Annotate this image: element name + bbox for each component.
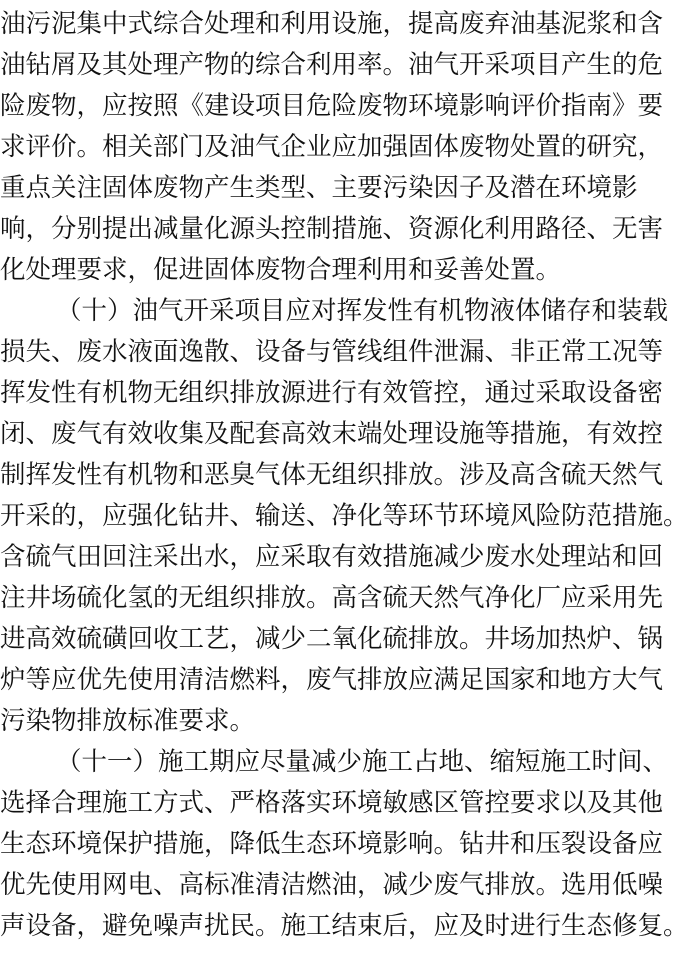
text-line: 污染物排放标准要求。 — [0, 706, 256, 736]
text-line: 注井场硫化氢的无组织排放。高含硫天然气净化厂应采用先 — [0, 583, 664, 613]
text-line: 油钻屑及其处理产物的综合利用率。油气开采项目产生的危 — [0, 50, 664, 80]
paragraph-10-start: （十）油气开采项目应对挥发性有机物液体储存和装载 — [56, 296, 669, 326]
text-line: 优先使用网电、高标准清洁燃油，减少废气排放。选用低噪 — [0, 870, 664, 900]
text-line: 险废物，应按照《建设项目危险废物环境影响评价指南》要 — [0, 91, 664, 121]
text-line: 响，分别提出减量化源头控制措施、资源化利用路径、无害 — [0, 214, 664, 244]
text-line: 重点关注固体废物产生类型、主要污染因子及潜在环境影 — [0, 173, 638, 203]
text-line: 求评价。相关部门及油气企业应加强固体废物处置的研究， — [0, 132, 664, 162]
text-line: 生态环境保护措施，降低生态环境影响。钻井和压裂设备应 — [0, 829, 664, 859]
text-line: 损失、废水液面逸散、设备与管线组件泄漏、非正常工况等 — [0, 337, 664, 367]
text-line: 制挥发性有机物和恶臭气体无组织排放。涉及高含硫天然气 — [0, 460, 664, 490]
text-line: 挥发性有机物无组织排放源进行有效管控，通过采取设备密 — [0, 378, 664, 408]
text-line: 选择合理施工方式、严格落实环境敏感区管控要求以及其他 — [0, 788, 664, 818]
text-line: 化处理要求，促进固体废物合理利用和妥善处置。 — [0, 255, 562, 285]
text-line: 声设备，避免噪声扰民。施工结束后，应及时进行生态修复。 — [0, 911, 689, 941]
text-line: 进高效硫磺回收工艺，减少二氧化硫排放。井场加热炉、锅 — [0, 624, 664, 654]
text-line: 含硫气田回注采出水，应采取有效措施减少废水处理站和回 — [0, 542, 664, 572]
text-line: 开采的，应强化钻井、输送、净化等环节环境风险防范措施。 — [0, 501, 689, 531]
text-line: 炉等应优先使用清洁燃料，废气排放应满足国家和地方大气 — [0, 665, 664, 695]
paragraph-11-start: （十一）施工期应尽量减少施工占地、缩短施工时间、 — [56, 747, 669, 777]
text-line: 闭、废气有效收集及配套高效末端处理设施等措施，有效控 — [0, 419, 664, 449]
text-line: 油污泥集中式综合处理和利用设施，提高废弃油基泥浆和含 — [0, 9, 664, 39]
